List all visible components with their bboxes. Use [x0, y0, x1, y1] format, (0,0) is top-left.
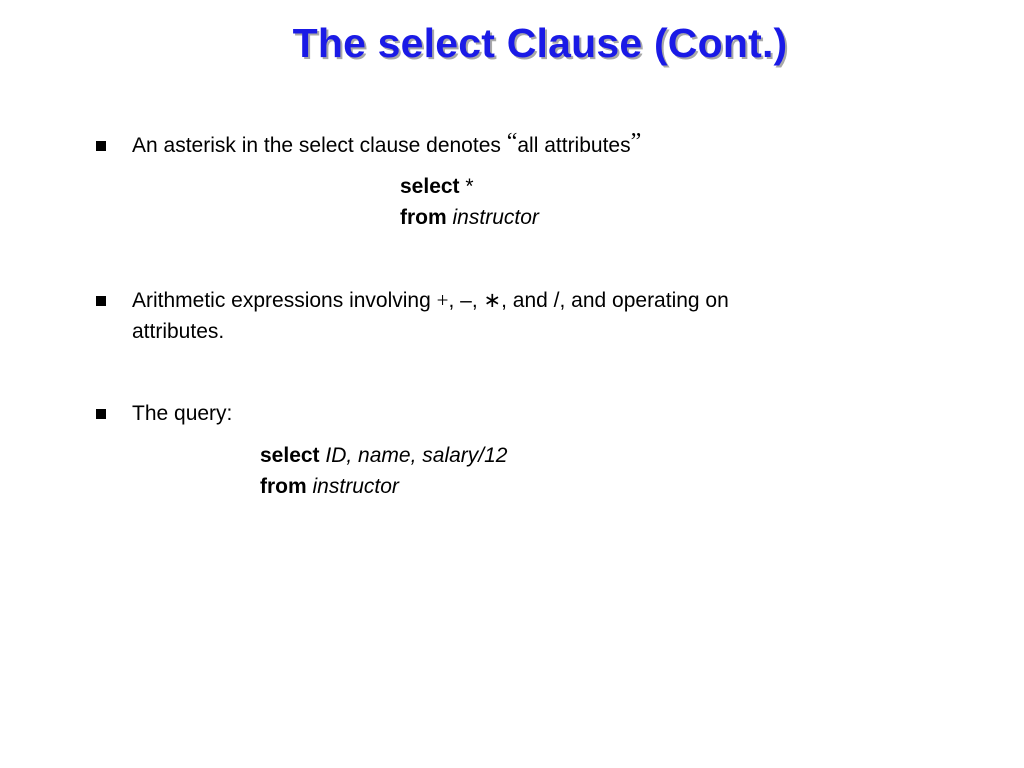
from-line: from instructor	[400, 206, 539, 229]
query-salary	[260, 440, 507, 502]
from-line: from instructor	[260, 475, 399, 498]
select-line: select ID, name, salary/12	[260, 444, 508, 467]
bullet-text: Arithmetic expressions involving +, –, ∗, and /, and operating on attributes.	[132, 288, 729, 343]
select-line: select *	[400, 175, 474, 198]
bullet-text: The query:	[132, 402, 233, 425]
query-select-star	[400, 171, 539, 233]
square-bullet-icon	[96, 409, 106, 419]
square-bullet-icon	[96, 141, 106, 151]
bullet-text: An asterisk in the select clause denotes “all attributes”	[132, 129, 642, 157]
slide-title: The select Clause (Cont.)	[292, 20, 788, 66]
square-bullet-icon	[96, 296, 106, 306]
